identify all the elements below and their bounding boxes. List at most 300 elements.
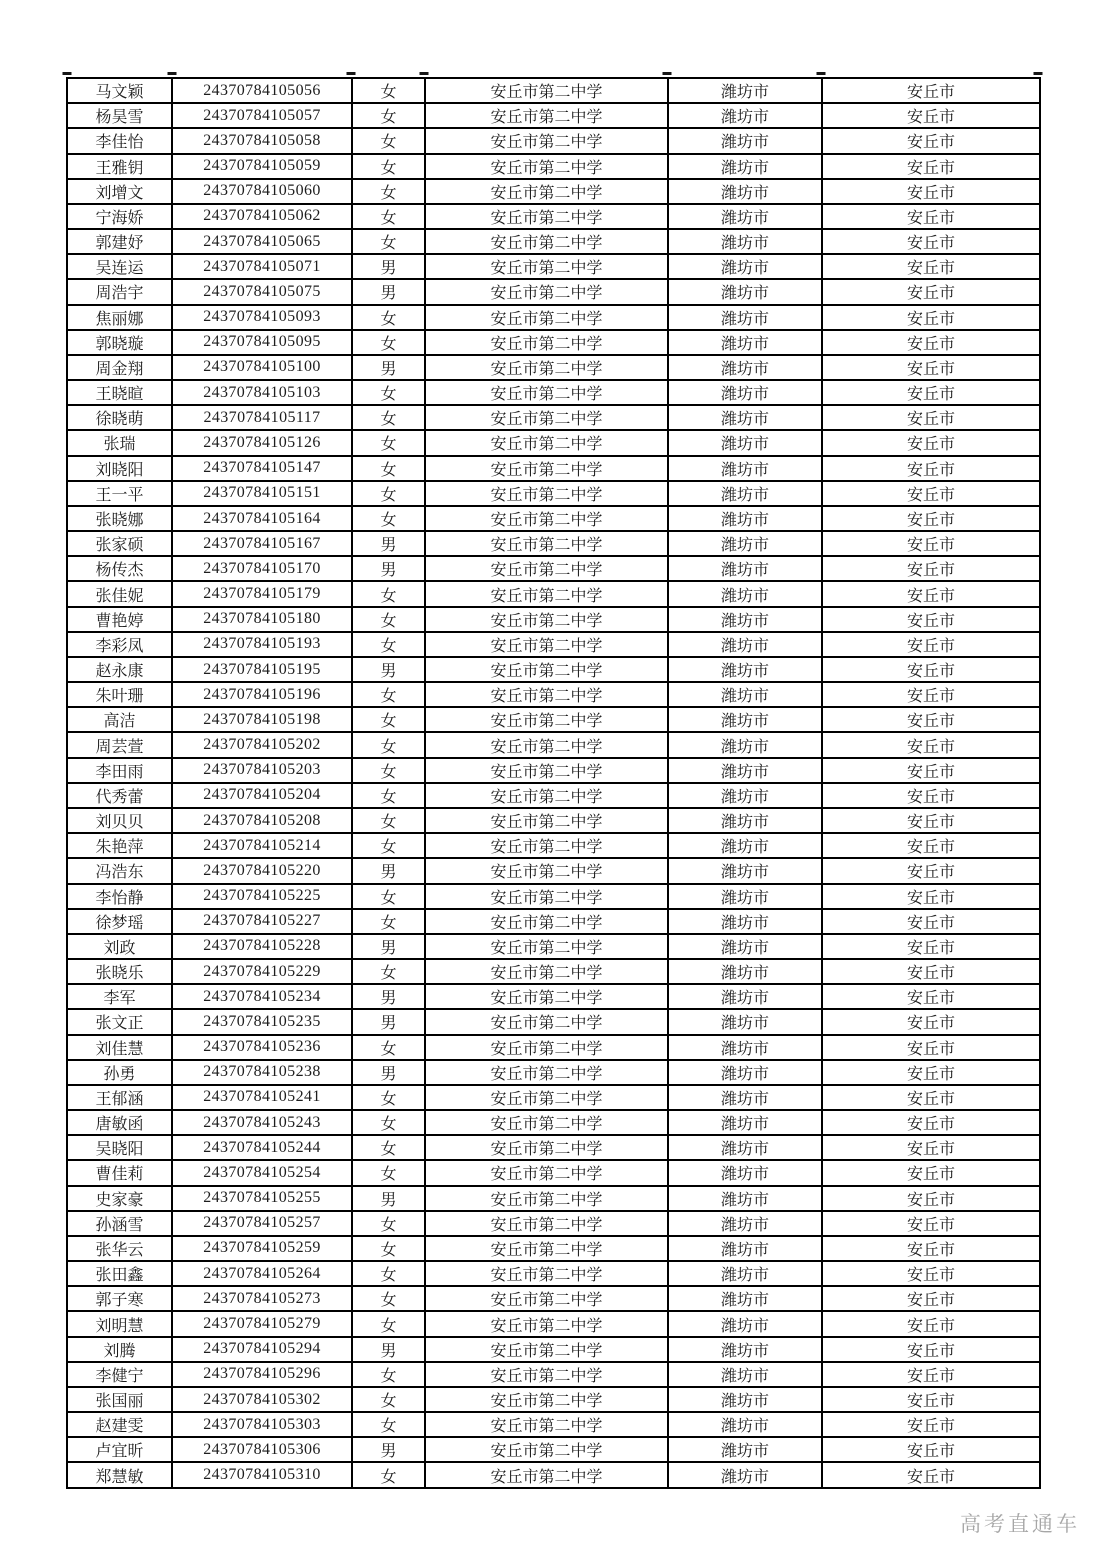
city-cell: 潍坊市	[668, 154, 822, 179]
city-cell: 潍坊市	[668, 1286, 822, 1311]
student-name-cell: 吴晓阳	[67, 1135, 172, 1160]
table-row	[67, 1362, 1040, 1387]
table-row	[67, 1311, 1040, 1336]
exam-number-cell: 24370784105227	[172, 909, 352, 934]
student-name-cell: 周金翔	[67, 355, 172, 380]
city-cell: 潍坊市	[668, 884, 822, 909]
district-cell: 安丘市	[822, 405, 1040, 430]
district-cell: 安丘市	[822, 783, 1040, 808]
school-cell: 安丘市第二中学	[425, 1387, 668, 1412]
city-cell: 潍坊市	[668, 204, 822, 229]
table-row	[67, 984, 1040, 1009]
exam-number-cell: 24370784105264	[172, 1261, 352, 1286]
gender-cell: 女	[352, 1462, 425, 1488]
student-name-cell: 卢宜昕	[67, 1437, 172, 1462]
city-cell: 潍坊市	[668, 959, 822, 984]
city-cell: 潍坊市	[668, 1261, 822, 1286]
student-name-cell: 李彩凤	[67, 632, 172, 657]
exam-number-cell: 24370784105147	[172, 456, 352, 481]
exam-number-cell: 24370784105167	[172, 531, 352, 556]
gender-cell: 女	[352, 330, 425, 355]
table-row	[67, 707, 1040, 732]
gender-cell: 男	[352, 1437, 425, 1462]
district-cell: 安丘市	[822, 1337, 1040, 1362]
gender-cell: 女	[352, 808, 425, 833]
gender-cell: 女	[352, 405, 425, 430]
gender-cell: 女	[352, 154, 425, 179]
city-cell: 潍坊市	[668, 355, 822, 380]
exam-number-cell: 24370784105235	[172, 1009, 352, 1034]
district-cell: 安丘市	[822, 1035, 1040, 1060]
school-cell: 安丘市第二中学	[425, 632, 668, 657]
student-roster-table	[66, 77, 1041, 1489]
city-cell: 潍坊市	[668, 632, 822, 657]
table-row	[67, 1286, 1040, 1311]
gender-cell: 男	[352, 858, 425, 883]
city-cell: 潍坊市	[668, 1211, 822, 1236]
table-row	[67, 1261, 1040, 1286]
school-cell: 安丘市第二中学	[425, 456, 668, 481]
table-row	[67, 1462, 1040, 1488]
gender-cell: 女	[352, 229, 425, 254]
city-cell: 潍坊市	[668, 556, 822, 581]
student-name-cell: 徐梦瑶	[67, 909, 172, 934]
gender-cell: 女	[352, 481, 425, 506]
city-cell: 潍坊市	[668, 229, 822, 254]
exam-number-cell: 24370784105228	[172, 934, 352, 959]
gender-cell: 女	[352, 581, 425, 606]
gender-cell: 男	[352, 934, 425, 959]
gender-cell: 男	[352, 254, 425, 279]
district-cell: 安丘市	[822, 808, 1040, 833]
gender-cell: 女	[352, 430, 425, 455]
student-name-cell: 刘政	[67, 934, 172, 959]
school-cell: 安丘市第二中学	[425, 858, 668, 883]
city-cell: 潍坊市	[668, 1009, 822, 1034]
table-row	[67, 254, 1040, 279]
gender-cell: 女	[352, 1110, 425, 1135]
city-cell: 潍坊市	[668, 1337, 822, 1362]
student-name-cell: 马文颖	[67, 78, 172, 103]
city-cell: 潍坊市	[668, 1412, 822, 1437]
district-cell: 安丘市	[822, 154, 1040, 179]
table-row	[67, 78, 1040, 103]
table-row	[67, 581, 1040, 606]
table-row	[67, 380, 1040, 405]
school-cell: 安丘市第二中学	[425, 682, 668, 707]
table-row	[67, 758, 1040, 783]
school-cell: 安丘市第二中学	[425, 657, 668, 682]
table-row	[67, 1160, 1040, 1185]
table-row	[67, 330, 1040, 355]
gender-cell: 女	[352, 783, 425, 808]
student-name-cell: 周芸萱	[67, 732, 172, 757]
city-cell: 潍坊市	[668, 984, 822, 1009]
gender-cell: 男	[352, 556, 425, 581]
student-name-cell: 吴连运	[67, 254, 172, 279]
gender-cell: 女	[352, 632, 425, 657]
table-row	[67, 1412, 1040, 1437]
table-row	[67, 682, 1040, 707]
city-cell: 潍坊市	[668, 430, 822, 455]
student-name-cell: 张华云	[67, 1236, 172, 1261]
district-cell: 安丘市	[822, 204, 1040, 229]
student-name-cell: 唐敏函	[67, 1110, 172, 1135]
district-cell: 安丘市	[822, 1085, 1040, 1110]
exam-number-cell: 24370784105302	[172, 1387, 352, 1412]
exam-number-cell: 24370784105198	[172, 707, 352, 732]
school-cell: 安丘市第二中学	[425, 556, 668, 581]
student-name-cell: 郑慧敏	[67, 1462, 172, 1488]
school-cell: 安丘市第二中学	[425, 884, 668, 909]
city-cell: 潍坊市	[668, 531, 822, 556]
city-cell: 潍坊市	[668, 682, 822, 707]
school-cell: 安丘市第二中学	[425, 1362, 668, 1387]
gender-cell: 女	[352, 884, 425, 909]
table-row	[67, 1437, 1040, 1462]
city-cell: 潍坊市	[668, 330, 822, 355]
city-cell: 潍坊市	[668, 732, 822, 757]
exam-number-cell: 24370784105225	[172, 884, 352, 909]
exam-number-cell: 24370784105255	[172, 1186, 352, 1211]
exam-number-cell: 24370784105203	[172, 758, 352, 783]
district-cell: 安丘市	[822, 1462, 1040, 1488]
gender-cell: 女	[352, 1412, 425, 1437]
exam-number-cell: 24370784105279	[172, 1311, 352, 1336]
school-cell: 安丘市第二中学	[425, 833, 668, 858]
table-row	[67, 279, 1040, 304]
gender-cell: 女	[352, 1135, 425, 1160]
district-cell: 安丘市	[822, 884, 1040, 909]
city-cell: 潍坊市	[668, 1236, 822, 1261]
district-cell: 安丘市	[822, 254, 1040, 279]
school-cell: 安丘市第二中学	[425, 405, 668, 430]
table-row	[67, 229, 1040, 254]
school-cell: 安丘市第二中学	[425, 305, 668, 330]
exam-number-cell: 24370784105273	[172, 1286, 352, 1311]
table-row	[67, 204, 1040, 229]
school-cell: 安丘市第二中学	[425, 430, 668, 455]
table-row	[67, 732, 1040, 757]
student-name-cell: 张佳妮	[67, 581, 172, 606]
district-cell: 安丘市	[822, 1387, 1040, 1412]
exam-number-cell: 24370784105100	[172, 355, 352, 380]
table-row	[67, 1085, 1040, 1110]
gender-cell: 女	[352, 607, 425, 632]
district-cell: 安丘市	[822, 1362, 1040, 1387]
student-name-cell: 张田鑫	[67, 1261, 172, 1286]
school-cell: 安丘市第二中学	[425, 204, 668, 229]
gender-cell: 女	[352, 103, 425, 128]
district-cell: 安丘市	[822, 1160, 1040, 1185]
city-cell: 潍坊市	[668, 506, 822, 531]
student-name-cell: 冯浩东	[67, 858, 172, 883]
school-cell: 安丘市第二中学	[425, 1236, 668, 1261]
student-name-cell: 徐晓萌	[67, 405, 172, 430]
gender-cell: 女	[352, 732, 425, 757]
district-cell: 安丘市	[822, 1009, 1040, 1034]
exam-number-cell: 24370784105243	[172, 1110, 352, 1135]
gender-cell: 女	[352, 1286, 425, 1311]
exam-number-cell: 24370784105058	[172, 128, 352, 153]
student-name-cell: 刘贝贝	[67, 808, 172, 833]
table-row	[67, 355, 1040, 380]
student-name-cell: 李怡静	[67, 884, 172, 909]
exam-number-cell: 24370784105259	[172, 1236, 352, 1261]
gender-cell: 女	[352, 1236, 425, 1261]
student-name-cell: 刘明慧	[67, 1311, 172, 1336]
district-cell: 安丘市	[822, 556, 1040, 581]
city-cell: 潍坊市	[668, 1311, 822, 1336]
district-cell: 安丘市	[822, 279, 1040, 304]
school-cell: 安丘市第二中学	[425, 279, 668, 304]
district-cell: 安丘市	[822, 1236, 1040, 1261]
student-name-cell: 朱艳萍	[67, 833, 172, 858]
table-row	[67, 128, 1040, 153]
district-cell: 安丘市	[822, 1186, 1040, 1211]
student-name-cell: 郭子寒	[67, 1286, 172, 1311]
student-name-cell: 杨传杰	[67, 556, 172, 581]
school-cell: 安丘市第二中学	[425, 531, 668, 556]
exam-number-cell: 24370784105208	[172, 808, 352, 833]
city-cell: 潍坊市	[668, 707, 822, 732]
watermark-brand-text: 高考直通车	[960, 1513, 1080, 1536]
student-name-cell: 张文正	[67, 1009, 172, 1034]
student-name-cell: 张晓乐	[67, 959, 172, 984]
student-name-cell: 张瑞	[67, 430, 172, 455]
exam-number-cell: 24370784105195	[172, 657, 352, 682]
school-cell: 安丘市第二中学	[425, 1412, 668, 1437]
exam-number-cell: 24370784105236	[172, 1035, 352, 1060]
exam-number-cell: 24370784105059	[172, 154, 352, 179]
border-remnant-mark	[1034, 72, 1043, 75]
gender-cell: 女	[352, 1211, 425, 1236]
student-name-cell: 赵永康	[67, 657, 172, 682]
district-cell: 安丘市	[822, 1135, 1040, 1160]
gender-cell: 女	[352, 682, 425, 707]
school-cell: 安丘市第二中学	[425, 229, 668, 254]
city-cell: 潍坊市	[668, 1160, 822, 1185]
exam-number-cell: 24370784105126	[172, 430, 352, 455]
school-cell: 安丘市第二中学	[425, 732, 668, 757]
table-row	[67, 456, 1040, 481]
student-roster-table-body	[67, 78, 1040, 1488]
table-row	[67, 783, 1040, 808]
school-cell: 安丘市第二中学	[425, 1211, 668, 1236]
school-cell: 安丘市第二中学	[425, 103, 668, 128]
school-cell: 安丘市第二中学	[425, 154, 668, 179]
district-cell: 安丘市	[822, 858, 1040, 883]
gender-cell: 女	[352, 1085, 425, 1110]
table-row	[67, 1387, 1040, 1412]
table-row	[67, 179, 1040, 204]
district-cell: 安丘市	[822, 632, 1040, 657]
district-cell: 安丘市	[822, 732, 1040, 757]
exam-number-cell: 24370784105202	[172, 732, 352, 757]
exam-number-cell: 24370784105241	[172, 1085, 352, 1110]
city-cell: 潍坊市	[668, 305, 822, 330]
city-cell: 潍坊市	[668, 581, 822, 606]
school-cell: 安丘市第二中学	[425, 1261, 668, 1286]
gender-cell: 女	[352, 204, 425, 229]
exam-number-cell: 24370784105193	[172, 632, 352, 657]
gender-cell: 女	[352, 707, 425, 732]
table-row	[67, 833, 1040, 858]
student-name-cell: 焦丽娜	[67, 305, 172, 330]
table-row	[67, 1236, 1040, 1261]
exam-number-cell: 24370784105296	[172, 1362, 352, 1387]
exam-number-cell: 24370784105220	[172, 858, 352, 883]
school-cell: 安丘市第二中学	[425, 1110, 668, 1135]
table-row	[67, 607, 1040, 632]
school-cell: 安丘市第二中学	[425, 179, 668, 204]
exam-number-cell: 24370784105065	[172, 229, 352, 254]
table-row	[67, 1035, 1040, 1060]
table-row	[67, 808, 1040, 833]
city-cell: 潍坊市	[668, 179, 822, 204]
student-name-cell: 王雅钥	[67, 154, 172, 179]
school-cell: 安丘市第二中学	[425, 481, 668, 506]
district-cell: 安丘市	[822, 1060, 1040, 1085]
district-cell: 安丘市	[822, 707, 1040, 732]
district-cell: 安丘市	[822, 1110, 1040, 1135]
exam-number-cell: 24370784105238	[172, 1060, 352, 1085]
district-cell: 安丘市	[822, 758, 1040, 783]
student-name-cell: 李健宁	[67, 1362, 172, 1387]
district-cell: 安丘市	[822, 682, 1040, 707]
city-cell: 潍坊市	[668, 1462, 822, 1488]
student-name-cell: 张家硕	[67, 531, 172, 556]
student-name-cell: 杨昊雪	[67, 103, 172, 128]
gender-cell: 女	[352, 1035, 425, 1060]
exam-number-cell: 24370784105303	[172, 1412, 352, 1437]
exam-number-cell: 24370784105117	[172, 405, 352, 430]
city-cell: 潍坊市	[668, 254, 822, 279]
student-name-cell: 宁海娇	[67, 204, 172, 229]
table-row	[67, 556, 1040, 581]
school-cell: 安丘市第二中学	[425, 1311, 668, 1336]
student-name-cell: 孙勇	[67, 1060, 172, 1085]
school-cell: 安丘市第二中学	[425, 959, 668, 984]
exam-number-cell: 24370784105306	[172, 1437, 352, 1462]
table-row	[67, 430, 1040, 455]
exam-number-cell: 24370784105093	[172, 305, 352, 330]
table-row	[67, 1110, 1040, 1135]
city-cell: 潍坊市	[668, 380, 822, 405]
table-row	[67, 405, 1040, 430]
district-cell: 安丘市	[822, 959, 1040, 984]
school-cell: 安丘市第二中学	[425, 1286, 668, 1311]
city-cell: 潍坊市	[668, 1387, 822, 1412]
gender-cell: 女	[352, 1160, 425, 1185]
city-cell: 潍坊市	[668, 1085, 822, 1110]
school-cell: 安丘市第二中学	[425, 1186, 668, 1211]
student-name-cell: 王一平	[67, 481, 172, 506]
district-cell: 安丘市	[822, 1211, 1040, 1236]
city-cell: 潍坊市	[668, 758, 822, 783]
district-cell: 安丘市	[822, 607, 1040, 632]
school-cell: 安丘市第二中学	[425, 1035, 668, 1060]
district-cell: 安丘市	[822, 934, 1040, 959]
school-cell: 安丘市第二中学	[425, 1337, 668, 1362]
table-row	[67, 506, 1040, 531]
exam-number-cell: 24370784105254	[172, 1160, 352, 1185]
exam-number-cell: 24370784105071	[172, 254, 352, 279]
border-remnant-mark	[663, 72, 672, 75]
table-row	[67, 632, 1040, 657]
school-cell: 安丘市第二中学	[425, 1009, 668, 1034]
district-cell: 安丘市	[822, 430, 1040, 455]
school-cell: 安丘市第二中学	[425, 506, 668, 531]
student-name-cell: 朱叶珊	[67, 682, 172, 707]
table-row	[67, 531, 1040, 556]
city-cell: 潍坊市	[668, 481, 822, 506]
city-cell: 潍坊市	[668, 833, 822, 858]
student-name-cell: 刘佳慧	[67, 1035, 172, 1060]
gender-cell: 女	[352, 959, 425, 984]
city-cell: 潍坊市	[668, 1362, 822, 1387]
exam-number-cell: 24370784105196	[172, 682, 352, 707]
table-row	[67, 103, 1040, 128]
gender-cell: 男	[352, 1009, 425, 1034]
exam-number-cell: 24370784105179	[172, 581, 352, 606]
city-cell: 潍坊市	[668, 1437, 822, 1462]
table-row	[67, 884, 1040, 909]
city-cell: 潍坊市	[668, 279, 822, 304]
city-cell: 潍坊市	[668, 405, 822, 430]
student-name-cell: 王晓暄	[67, 380, 172, 405]
gender-cell: 男	[352, 355, 425, 380]
exam-number-cell: 24370784105075	[172, 279, 352, 304]
student-name-cell: 张国丽	[67, 1387, 172, 1412]
school-cell: 安丘市第二中学	[425, 707, 668, 732]
school-cell: 安丘市第二中学	[425, 1437, 668, 1462]
school-cell: 安丘市第二中学	[425, 758, 668, 783]
student-name-cell: 周浩宇	[67, 279, 172, 304]
gender-cell: 女	[352, 380, 425, 405]
city-cell: 潍坊市	[668, 128, 822, 153]
city-cell: 潍坊市	[668, 103, 822, 128]
district-cell: 安丘市	[822, 380, 1040, 405]
student-name-cell: 李佳怡	[67, 128, 172, 153]
school-cell: 安丘市第二中学	[425, 1462, 668, 1488]
city-cell: 潍坊市	[668, 1135, 822, 1160]
school-cell: 安丘市第二中学	[425, 934, 668, 959]
exam-number-cell: 24370784105057	[172, 103, 352, 128]
city-cell: 潍坊市	[668, 1060, 822, 1085]
city-cell: 潍坊市	[668, 657, 822, 682]
district-cell: 安丘市	[822, 103, 1040, 128]
table-row	[67, 959, 1040, 984]
gender-cell: 男	[352, 279, 425, 304]
gender-cell: 女	[352, 1387, 425, 1412]
district-cell: 安丘市	[822, 1261, 1040, 1286]
student-name-cell: 王郁涵	[67, 1085, 172, 1110]
student-name-cell: 刘腾	[67, 1337, 172, 1362]
school-cell: 安丘市第二中学	[425, 1085, 668, 1110]
gender-cell: 女	[352, 128, 425, 153]
exam-number-cell: 24370784105214	[172, 833, 352, 858]
city-cell: 潍坊市	[668, 934, 822, 959]
district-cell: 安丘市	[822, 456, 1040, 481]
gender-cell: 女	[352, 1362, 425, 1387]
exam-number-cell: 24370784105294	[172, 1337, 352, 1362]
table-row	[67, 909, 1040, 934]
student-name-cell: 郭建妤	[67, 229, 172, 254]
school-cell: 安丘市第二中学	[425, 607, 668, 632]
gender-cell: 女	[352, 758, 425, 783]
city-cell: 潍坊市	[668, 858, 822, 883]
